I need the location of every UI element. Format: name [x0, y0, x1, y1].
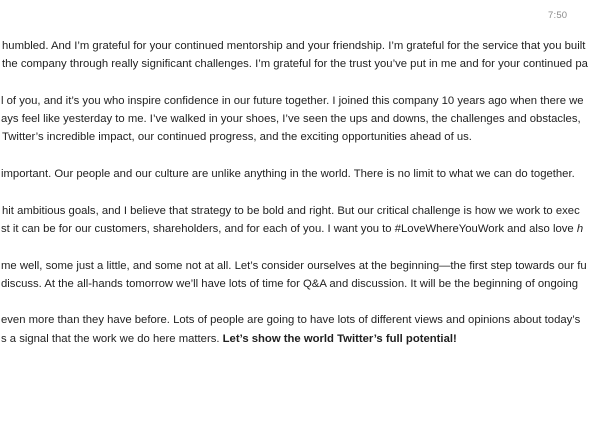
paragraph-line: ays feel like yesterday to me. I’ve walked in your shoes, I’ve seen the ups and downs, the challenges and obstacles, [1, 113, 581, 126]
paragraph-line [0, 330, 596, 348]
paragraph-culture [0, 165, 596, 183]
paragraph-strategy [0, 202, 596, 239]
paragraph-line: hit ambitious goals, and I believe that strategy to be bold and right. But our critical challenge is how we work to exec [2, 204, 580, 217]
paragraph-line: even more than they have before. Lots of people are going to have lots of different views and opinions about today’s [1, 314, 581, 327]
paragraph-confidence [0, 92, 596, 147]
paragraph-line-bold: Let’s show the world Twitter’s full potential! [222, 332, 457, 345]
paragraph-line: the company through really significant challenges. I’m grateful for the trust you’ve put in me and for your continued pa [2, 58, 588, 71]
paragraph-line: humbled. And I’m grateful for your continued mentorship and your friendship. I’m grateful for the service that you built [2, 40, 586, 52]
paragraph-line: l of you, and it’s you who inspire confidence in our future together. I joined this company 10 years ago when there we [1, 94, 584, 107]
document-body [0, 37, 596, 348]
status-bar-time: 7:50 [548, 10, 568, 21]
paragraph-line-italic: h [576, 222, 584, 235]
paragraph-line [0, 220, 596, 238]
paragraph-line: discuss. At the all-hands tomorrow we’ll have lots of time for Q&A and discussion. It will be the beginning of ongoing [1, 277, 579, 290]
paragraph-beginning [0, 257, 596, 294]
paragraph-line: important. Our people and our culture are unlike anything in the world. There is no limit to what we can do together. [1, 168, 575, 181]
paragraph-line: Twitter’s incredible impact, our continued progress, and the exciting opportunities ahead of us. [2, 131, 472, 144]
paragraph-line-text: s a signal that the work we do here matters. [1, 332, 223, 345]
paragraph-potential [0, 311, 596, 348]
paragraph-line: me well, some just a little, and some not at all. Let’s consider ourselves at the beginning—the first step towards our fu [1, 259, 587, 272]
paragraph-line-text: st it can be for our customers, shareholders, and for each of you. I want you to #LoveWhereYouWork and also love [1, 222, 577, 235]
paragraph-gratitude [0, 37, 596, 74]
